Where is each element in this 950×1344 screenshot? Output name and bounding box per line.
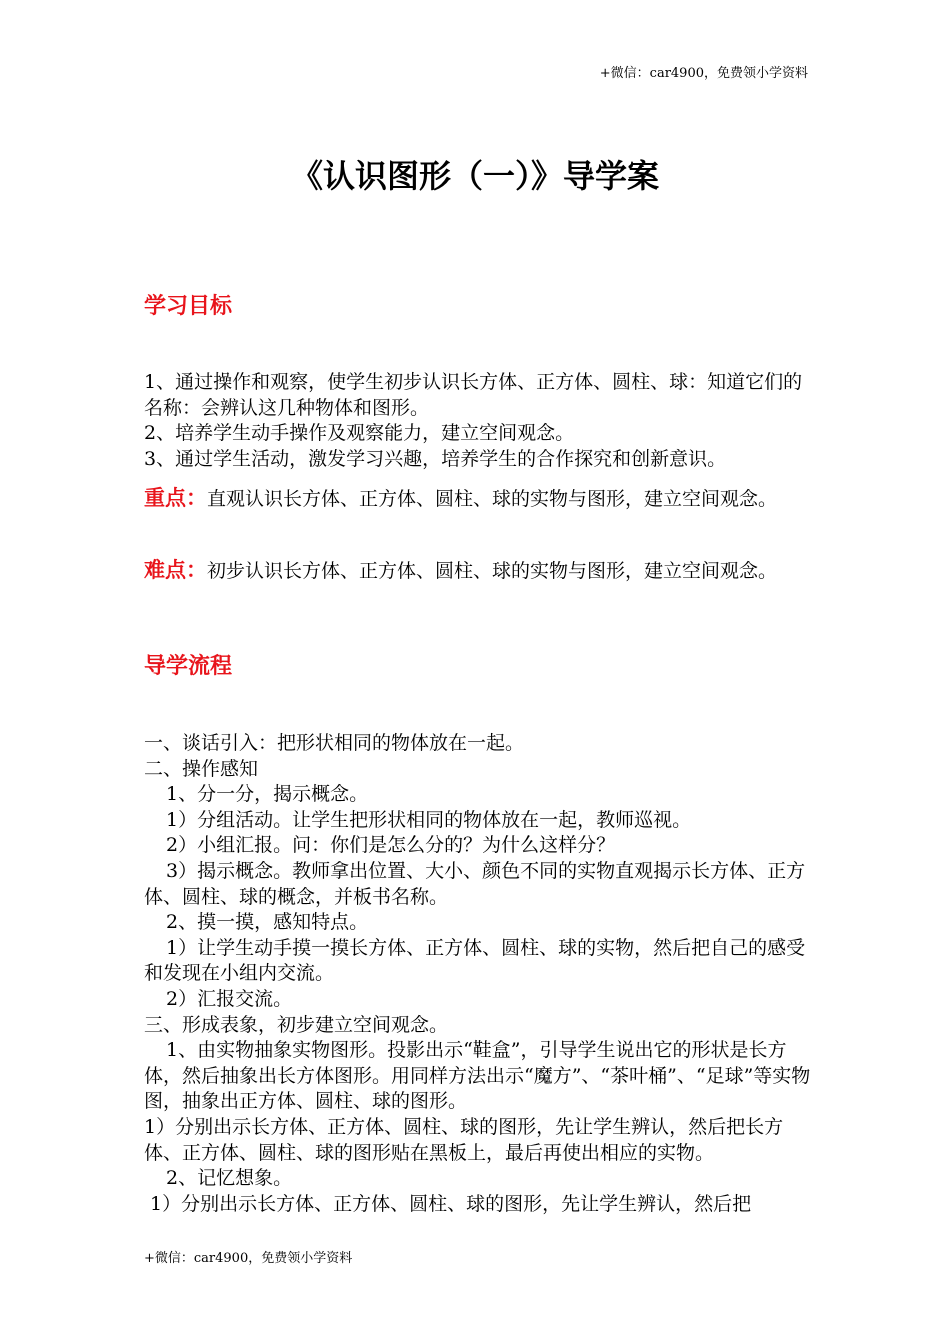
process-line: 二、操作感知 (144, 757, 259, 780)
header-note: +微信：car4900，免费领小学资料 (599, 66, 808, 81)
process-line: 2、摸一摸，感知特点。 (166, 911, 369, 934)
difficult-point (144, 552, 814, 589)
process-line: 1、由实物抽象实物图形。投影出示“鞋盒”，引导学生说出它的形状是长方体，然后抽象出长方体图形。用同样方法出示“魔方”、“茶叶桶”、“足球”等实物图，抽象出正方体、圆柱、球的图形。 (144, 1039, 811, 1113)
process-line: 1）分组活动。让学生把形状相同的物体放在一起，教师巡视。 (166, 808, 692, 831)
process-line: 2、记忆想象。 (166, 1167, 293, 1190)
process-line: 2）汇报交流。 (166, 987, 293, 1010)
process-line: 1）分别出示长方体、正方体、圆柱、球的图形，先让学生辨认，然后把长方体、正方体、圆柱、球的图形贴在黑板上，最后再使出相应的实物。 (144, 1115, 784, 1164)
footer-note: +微信：car4900，免费领小学资料 (144, 1251, 353, 1266)
process-line: 1、分一分，揭示概念。 (166, 783, 369, 806)
goal-item: 1、通过操作和观察，使学生初步认识长方体、正方体、圆柱、球：知道它们的名称：会辨认这几种物体和图形。 (144, 371, 803, 419)
difficult-point-text: 初步认识长方体、正方体、圆柱、球的实物与图形，建立空间观念。 (207, 560, 778, 582)
difficult-point-label: 难点： (144, 558, 207, 582)
goal-item: 3、通过学生活动，激发学习兴趣，培养学生的合作探究和创新意识。 (144, 447, 727, 470)
goals-heading: 学习目标 (144, 294, 233, 319)
process-heading: 导学流程 (144, 654, 233, 679)
goals-list (144, 370, 814, 472)
goal-item: 2、培养学生动手操作及观察能力，建立空间观念。 (144, 422, 575, 445)
process-line: 2）小组汇报。问：你们是怎么分的？为什么这样分？ (166, 834, 616, 857)
key-point-label: 重点： (144, 486, 207, 510)
process-line: 3）揭示概念。教师拿出位置、大小、颜色不同的实物直观揭示长方体、正方体、圆柱、球的概念，并板书名称。 (144, 859, 806, 908)
process-line: 一、谈话引入：把形状相同的物体放在一起。 (144, 732, 525, 754)
process-line: 1）让学生动手摸一摸长方体、正方体、圆柱、球的实物，然后把自己的感受和发现在小组内交流。 (144, 936, 806, 985)
key-point-text: 直观认识长方体、正方体、圆柱、球的实物与图形，建立空间观念。 (207, 488, 778, 510)
process-list (144, 731, 814, 1217)
document-title: 《认识图形（一）》导学案 (290, 157, 659, 195)
process-line: 三、形成表象，初步建立空间观念。 (144, 1013, 449, 1036)
process-line: 1）分别出示长方体、正方体、圆柱、球的图形，先让学生辨认，然后把 (150, 1192, 752, 1215)
key-point (144, 480, 814, 517)
